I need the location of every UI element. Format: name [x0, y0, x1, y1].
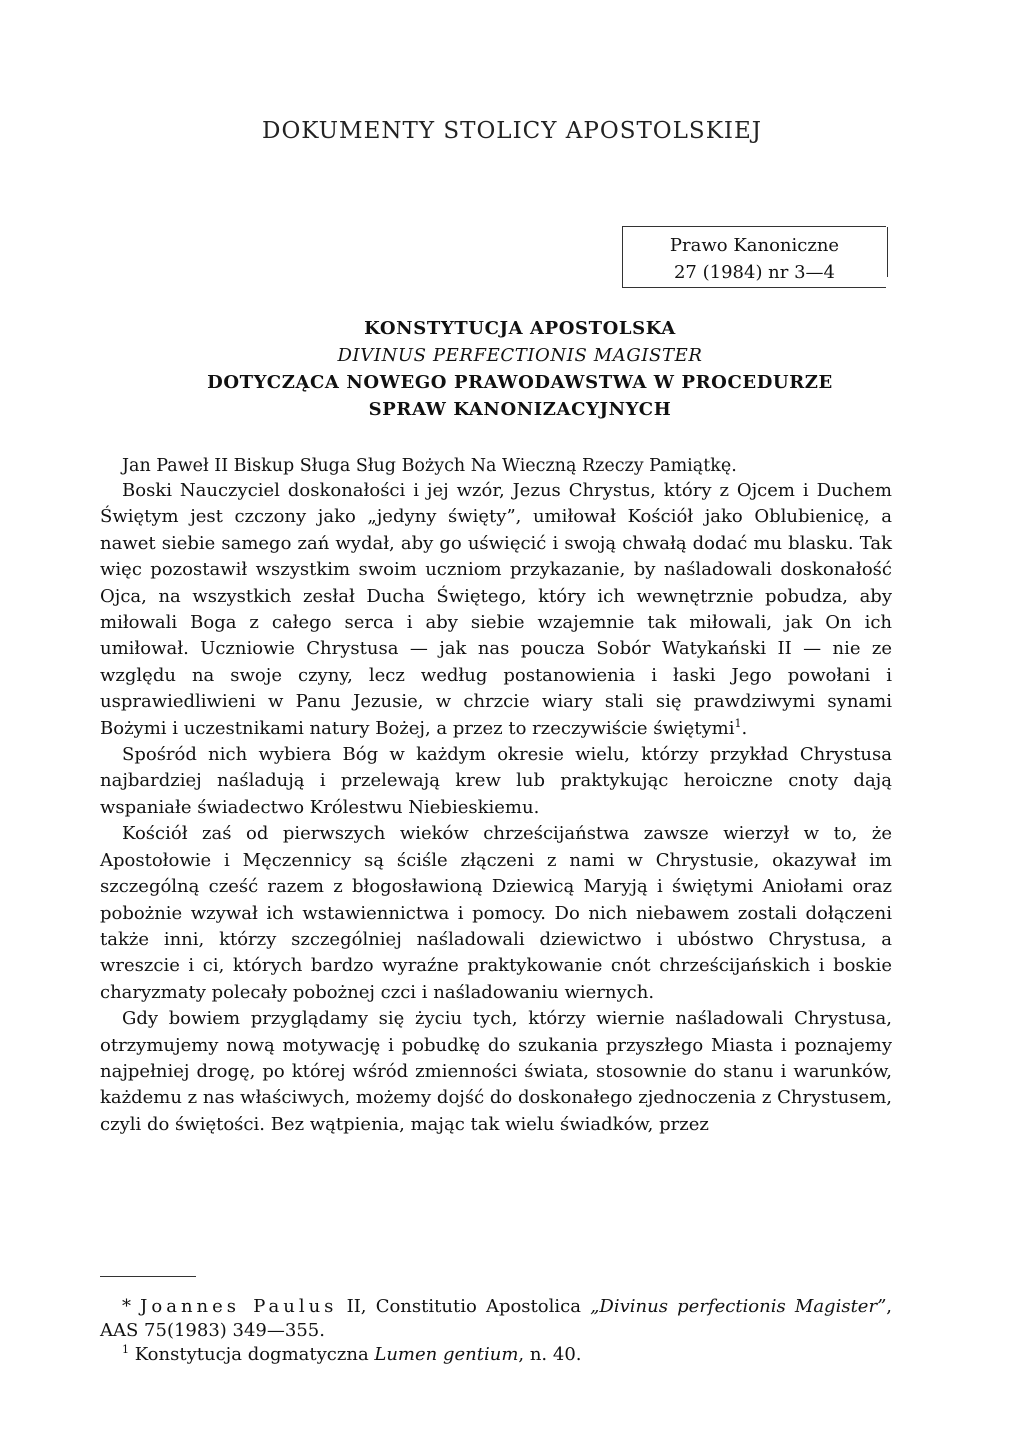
journal-name: Prawo Kanoniczne: [669, 235, 840, 256]
invocation: Jan Paweł II Biskup Sługa Sług Bożych Na Wieczną Rzeczy Pamiątkę.: [122, 456, 737, 476]
document-subject-line-1: DOTYCZĄCA NOWEGO PRAWODAWSTWA W PROCEDURZE: [207, 372, 833, 393]
footnote-1: [100, 1343, 892, 1367]
paragraph-4: Gdy bowiem przyglądamy się życiu tych, którzy wiernie naśladowali Chrystusa, otrzymujemy nową motywację i pobudkę do szukania przyszłego Miasta i poznajemy najpełniej drogę, po której wśród zmienności świata, stosownie do stanu i warunków, każdemu z nas właściwych, możemy dojść do doskonałego zjednoczenia z Chrystusem, czyli do świętości. Bez wątpienia, mając tak wielu świadków, przez: [100, 1008, 892, 1135]
document-type: KONSTYTUCJA APOSTOLSKA: [364, 318, 676, 339]
paragraph-1-end: .: [741, 717, 748, 739]
document-subject-line-2: SPRAW KANONIZACYJNYCH: [368, 399, 672, 420]
footnote-ref-1: 1: [734, 716, 742, 730]
journal-reference-box: [622, 226, 886, 288]
footnote-1-rest: , n. 40.: [518, 1344, 582, 1365]
paragraph-1: [100, 478, 892, 742]
footnote-star-title: „Divinus perfectionis Magister”: [590, 1296, 887, 1317]
body-text: [100, 478, 892, 1138]
paragraph-3: Kościół zaś od pierwszych wieków chrześcijaństwa zawsze wierzył w to, że Apostołowie i Męczennicy są ściśle złączeni z nami w Chrystusie, okazywał im szczególną cześć razem z błogosławioną Dziewicą Maryją i świętymi Aniołami oraz pobożnie wzywał ich wstawiennictwa i pomocy. Do nich niebawem zostali dołączeni także inni, którzy szczególniej naśladowali dziewictwo i ubóstwo Chrystusa, a wreszcie i ci, których bardzo wyraźne praktykowanie cnót chrześcijańskich i boskie charyzmaty polecały pobożnej czci i naśladowaniu wiernych.: [100, 823, 892, 1003]
footnote-1-text: Konstytucja dogmatyczna: [129, 1344, 375, 1365]
document-title-block: [90, 315, 950, 423]
footnote-star-rest: , AAS 75(1983) 349—355.: [100, 1296, 892, 1341]
footnotes: [100, 1295, 892, 1367]
footnote-star-text: II, Constitutio Apostolica: [337, 1296, 591, 1317]
paragraph-2: Spośród nich wybiera Bóg w każdym okresie wielu, którzy przykład Chrystusa najbardziej naśladują i przelewają krew lub praktykując heroiczne cnoty dają wspaniałe świadectwo Królestwu Niebieskiemu.: [100, 744, 892, 818]
footnote-star: [100, 1295, 892, 1343]
footnote-star-author: Joannes Paulus: [140, 1296, 338, 1317]
footnote-star-mark: *: [122, 1296, 131, 1317]
paragraph-1-text: Boski Nauczyciel doskonałości i jej wzór, Jezus Chrystus, który z Ojcem i Duchem Świętym jest czczony jako „jedyny święty”, umiłował Kościół jako Oblubienicę, a nawet siebie samego zań wydał, aby go uświęcić i swoją chwałą dodać mu blasku. Tak więc pozostawił wszystkim swoim uczniom przykazanie, by naśladowali doskonałość Ojca, na wszystkich zesłał Ducha Świętego, który ich wewnętrznie pobudza, aby miłowali Boga z całego serca i aby siebie wzajemnie tak miłowali, jak On ich umiłował. Uczniowie Chrystusa — jak nas poucza Sobór Watykański II — nie ze względu na swoje czyny, lecz według postanowienia i łaski Jego powołani i usprawiedliwieni w Panu Jezusie, w chrzcie wiary stali się prawdziwymi synami Bożymi i uczestnikami natury Bożej, a przez to rzeczywiście świętymi: [100, 480, 892, 739]
journal-issue: 27 (1984) nr 3—4: [673, 262, 836, 283]
footnote-1-title: Lumen gentium: [374, 1344, 519, 1365]
footnote-1-mark: 1: [122, 1343, 129, 1356]
page-header: DOKUMENTY STOLICY APOSTOLSKIEJ: [262, 118, 762, 144]
document-latin-title: DIVINUS PERFECTIONIS MAGISTER: [337, 345, 703, 366]
footnote-divider: [100, 1276, 196, 1277]
